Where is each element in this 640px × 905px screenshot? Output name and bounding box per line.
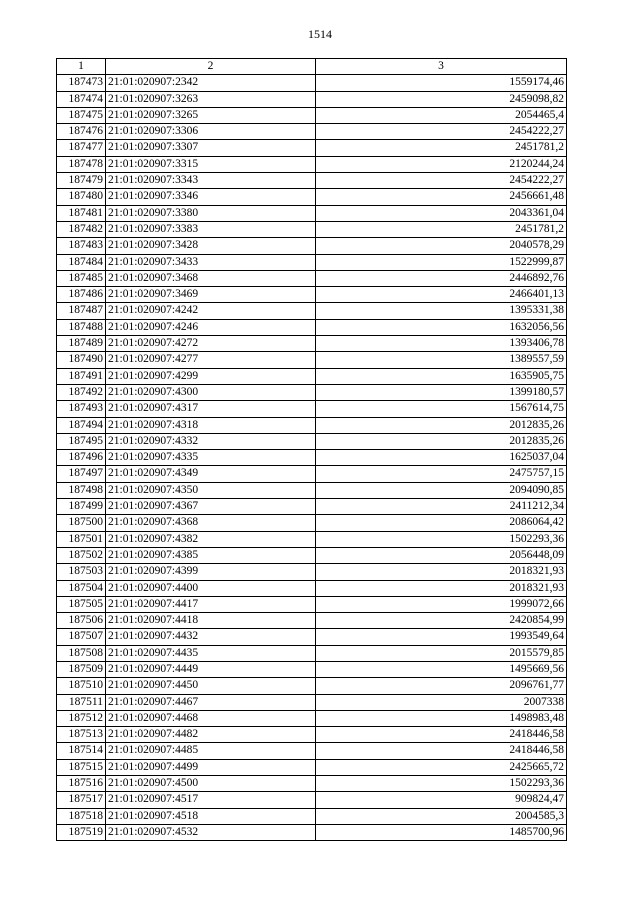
row-number-cell: 187487 [57, 303, 106, 319]
cadastral-number-cell: 21:01:020907:4335 [106, 450, 316, 466]
cadastral-number-cell: 21:01:020907:3346 [106, 189, 316, 205]
cadastral-number-cell: 21:01:020907:4385 [106, 547, 316, 563]
cadastral-number-cell: 21:01:020907:3307 [106, 140, 316, 156]
row-number-cell: 187482 [57, 221, 106, 237]
cadastral-number-cell: 21:01:020907:4499 [106, 759, 316, 775]
value-cell: 2018321,93 [316, 580, 567, 596]
table-row [57, 466, 567, 482]
cadastral-number-cell: 21:01:020907:3428 [106, 238, 316, 254]
table-row [57, 368, 567, 384]
table-row [57, 384, 567, 400]
value-cell: 2096761,77 [316, 678, 567, 694]
value-cell: 2094090,85 [316, 482, 567, 498]
value-cell: 1999072,66 [316, 596, 567, 612]
value-cell: 1498983,48 [316, 710, 567, 726]
row-number-cell: 187503 [57, 564, 106, 580]
table-row [57, 417, 567, 433]
cadastral-number-cell: 21:01:020907:2342 [106, 75, 316, 91]
table-row [57, 727, 567, 743]
cadastral-number-cell: 21:01:020907:4246 [106, 319, 316, 335]
value-cell: 1625037,04 [316, 450, 567, 466]
table-row [57, 433, 567, 449]
row-number-cell: 187488 [57, 319, 106, 335]
row-number-cell: 187484 [57, 254, 106, 270]
row-number-cell: 187491 [57, 368, 106, 384]
row-number-cell: 187501 [57, 531, 106, 547]
table-row [57, 678, 567, 694]
cadastral-number-cell: 21:01:020907:3265 [106, 107, 316, 123]
table-row [57, 450, 567, 466]
cadastral-number-cell: 21:01:020907:4449 [106, 661, 316, 677]
table-row [57, 629, 567, 645]
value-cell: 2054465,4 [316, 107, 567, 123]
cadastral-number-cell: 21:01:020907:4517 [106, 792, 316, 808]
row-number-cell: 187494 [57, 417, 106, 433]
cadastral-number-cell: 21:01:020907:4318 [106, 417, 316, 433]
value-cell: 2086064,42 [316, 515, 567, 531]
row-number-cell: 187476 [57, 124, 106, 140]
row-number-cell: 187493 [57, 401, 106, 417]
row-number-cell: 187496 [57, 450, 106, 466]
value-cell: 1567614,75 [316, 401, 567, 417]
table-row [57, 482, 567, 498]
table-row [57, 173, 567, 189]
table-row [57, 580, 567, 596]
value-cell: 2007338 [316, 694, 567, 710]
value-cell: 1389557,59 [316, 352, 567, 368]
table-row [57, 156, 567, 172]
cadastral-number-cell: 21:01:020907:4399 [106, 564, 316, 580]
value-cell: 2420854,99 [316, 613, 567, 629]
row-number-cell: 187477 [57, 140, 106, 156]
cadastral-number-cell: 21:01:020907:4299 [106, 368, 316, 384]
table-row [57, 221, 567, 237]
cadastral-number-cell: 21:01:020907:4272 [106, 336, 316, 352]
table-row [57, 564, 567, 580]
cadastral-number-cell: 21:01:020907:4418 [106, 613, 316, 629]
registry-table [56, 58, 567, 841]
table-row [57, 401, 567, 417]
table-row [57, 254, 567, 270]
table-header [57, 59, 567, 75]
table-row [57, 319, 567, 335]
table-row [57, 808, 567, 824]
table-row [57, 238, 567, 254]
value-cell: 2004585,3 [316, 808, 567, 824]
table-row [57, 287, 567, 303]
table-row [57, 205, 567, 221]
table-row [57, 189, 567, 205]
row-number-cell: 187511 [57, 694, 106, 710]
value-cell: 1393406,78 [316, 336, 567, 352]
table-row [57, 107, 567, 123]
table-row [57, 140, 567, 156]
cadastral-number-cell: 21:01:020907:4500 [106, 776, 316, 792]
cadastral-number-cell: 21:01:020907:4467 [106, 694, 316, 710]
row-number-cell: 187504 [57, 580, 106, 596]
row-number-cell: 187505 [57, 596, 106, 612]
row-number-cell: 187492 [57, 384, 106, 400]
column-header-3: 3 [316, 59, 567, 75]
row-number-cell: 187490 [57, 352, 106, 368]
row-number-cell: 187506 [57, 613, 106, 629]
cadastral-number-cell: 21:01:020907:4367 [106, 499, 316, 515]
table-row [57, 531, 567, 547]
value-cell: 2012835,26 [316, 417, 567, 433]
cadastral-number-cell: 21:01:020907:4518 [106, 808, 316, 824]
row-number-cell: 187512 [57, 710, 106, 726]
value-cell: 2043361,04 [316, 205, 567, 221]
table-row [57, 596, 567, 612]
value-cell: 2466401,13 [316, 287, 567, 303]
value-cell: 2418446,58 [316, 743, 567, 759]
row-number-cell: 187474 [57, 91, 106, 107]
cadastral-number-cell: 21:01:020907:4277 [106, 352, 316, 368]
cadastral-number-cell: 21:01:020907:4532 [106, 824, 316, 840]
cadastral-number-cell: 21:01:020907:4432 [106, 629, 316, 645]
cadastral-number-cell: 21:01:020907:3433 [106, 254, 316, 270]
table-row [57, 303, 567, 319]
table-row [57, 270, 567, 286]
cadastral-number-cell: 21:01:020907:4350 [106, 482, 316, 498]
cadastral-number-cell: 21:01:020907:3380 [106, 205, 316, 221]
value-cell: 2459098,82 [316, 91, 567, 107]
value-cell: 1502293,36 [316, 776, 567, 792]
table-row [57, 91, 567, 107]
table-row [57, 336, 567, 352]
value-cell: 2475757,15 [316, 466, 567, 482]
row-number-cell: 187510 [57, 678, 106, 694]
cadastral-number-cell: 21:01:020907:4435 [106, 645, 316, 661]
cadastral-number-cell: 21:01:020907:4368 [106, 515, 316, 531]
value-cell: 1632056,56 [316, 319, 567, 335]
row-number-cell: 187519 [57, 824, 106, 840]
cadastral-number-cell: 21:01:020907:4417 [106, 596, 316, 612]
value-cell: 1485700,96 [316, 824, 567, 840]
cadastral-number-cell: 21:01:020907:3315 [106, 156, 316, 172]
value-cell: 2454222,27 [316, 173, 567, 189]
table-row [57, 124, 567, 140]
row-number-cell: 187502 [57, 547, 106, 563]
table-row [57, 776, 567, 792]
row-number-cell: 187473 [57, 75, 106, 91]
header-row [57, 59, 567, 75]
table-row [57, 759, 567, 775]
value-cell: 909824,47 [316, 792, 567, 808]
cadastral-number-cell: 21:01:020907:4317 [106, 401, 316, 417]
value-cell: 1559174,46 [316, 75, 567, 91]
value-cell: 1502293,36 [316, 531, 567, 547]
table-row [57, 547, 567, 563]
cadastral-number-cell: 21:01:020907:3468 [106, 270, 316, 286]
column-header-2: 2 [106, 59, 316, 75]
value-cell: 2456661,48 [316, 189, 567, 205]
row-number-cell: 187475 [57, 107, 106, 123]
row-number-cell: 187498 [57, 482, 106, 498]
cadastral-number-cell: 21:01:020907:4485 [106, 743, 316, 759]
table-row [57, 75, 567, 91]
row-number-cell: 187515 [57, 759, 106, 775]
value-cell: 1399180,57 [316, 384, 567, 400]
table-row [57, 661, 567, 677]
row-number-cell: 187497 [57, 466, 106, 482]
cadastral-number-cell: 21:01:020907:4242 [106, 303, 316, 319]
row-number-cell: 187507 [57, 629, 106, 645]
row-number-cell: 187517 [57, 792, 106, 808]
cadastral-number-cell: 21:01:020907:4332 [106, 433, 316, 449]
row-number-cell: 187485 [57, 270, 106, 286]
table-row [57, 613, 567, 629]
table-row [57, 645, 567, 661]
cadastral-number-cell: 21:01:020907:4300 [106, 384, 316, 400]
row-number-cell: 187486 [57, 287, 106, 303]
row-number-cell: 187508 [57, 645, 106, 661]
value-cell: 2454222,27 [316, 124, 567, 140]
row-number-cell: 187500 [57, 515, 106, 531]
cadastral-number-cell: 21:01:020907:3263 [106, 91, 316, 107]
row-number-cell: 187516 [57, 776, 106, 792]
value-cell: 2018321,93 [316, 564, 567, 580]
value-cell: 1495669,56 [316, 661, 567, 677]
row-number-cell: 187480 [57, 189, 106, 205]
value-cell: 2015579,85 [316, 645, 567, 661]
value-cell: 2056448,09 [316, 547, 567, 563]
value-cell: 2446892,76 [316, 270, 567, 286]
value-cell: 2120244,24 [316, 156, 567, 172]
value-cell: 2418446,58 [316, 727, 567, 743]
value-cell: 2451781,2 [316, 221, 567, 237]
value-cell: 2411212,34 [316, 499, 567, 515]
row-number-cell: 187489 [57, 336, 106, 352]
cadastral-number-cell: 21:01:020907:4349 [106, 466, 316, 482]
value-cell: 2425665,72 [316, 759, 567, 775]
row-number-cell: 187509 [57, 661, 106, 677]
cadastral-number-cell: 21:01:020907:4450 [106, 678, 316, 694]
cadastral-number-cell: 21:01:020907:4482 [106, 727, 316, 743]
table-row [57, 352, 567, 368]
column-header-1: 1 [57, 59, 106, 75]
cadastral-number-cell: 21:01:020907:4468 [106, 710, 316, 726]
row-number-cell: 187479 [57, 173, 106, 189]
table-row [57, 743, 567, 759]
cadastral-number-cell: 21:01:020907:4382 [106, 531, 316, 547]
cadastral-number-cell: 21:01:020907:3343 [106, 173, 316, 189]
value-cell: 2012835,26 [316, 433, 567, 449]
table-row [57, 824, 567, 840]
cadastral-number-cell: 21:01:020907:3306 [106, 124, 316, 140]
table-row [57, 515, 567, 531]
value-cell: 1522999,87 [316, 254, 567, 270]
value-cell: 1395331,38 [316, 303, 567, 319]
table-body [57, 75, 567, 841]
row-number-cell: 187478 [57, 156, 106, 172]
page-number: 1514 [308, 27, 332, 41]
table-row [57, 694, 567, 710]
table-row [57, 499, 567, 515]
row-number-cell: 187513 [57, 727, 106, 743]
value-cell: 2451781,2 [316, 140, 567, 156]
row-number-cell: 187495 [57, 433, 106, 449]
row-number-cell: 187483 [57, 238, 106, 254]
cadastral-number-cell: 21:01:020907:3469 [106, 287, 316, 303]
table-row [57, 710, 567, 726]
value-cell: 1993549,64 [316, 629, 567, 645]
value-cell: 1635905,75 [316, 368, 567, 384]
table-row [57, 792, 567, 808]
row-number-cell: 187518 [57, 808, 106, 824]
row-number-cell: 187499 [57, 499, 106, 515]
cadastral-number-cell: 21:01:020907:4400 [106, 580, 316, 596]
value-cell: 2040578,29 [316, 238, 567, 254]
row-number-cell: 187514 [57, 743, 106, 759]
cadastral-number-cell: 21:01:020907:3383 [106, 221, 316, 237]
row-number-cell: 187481 [57, 205, 106, 221]
